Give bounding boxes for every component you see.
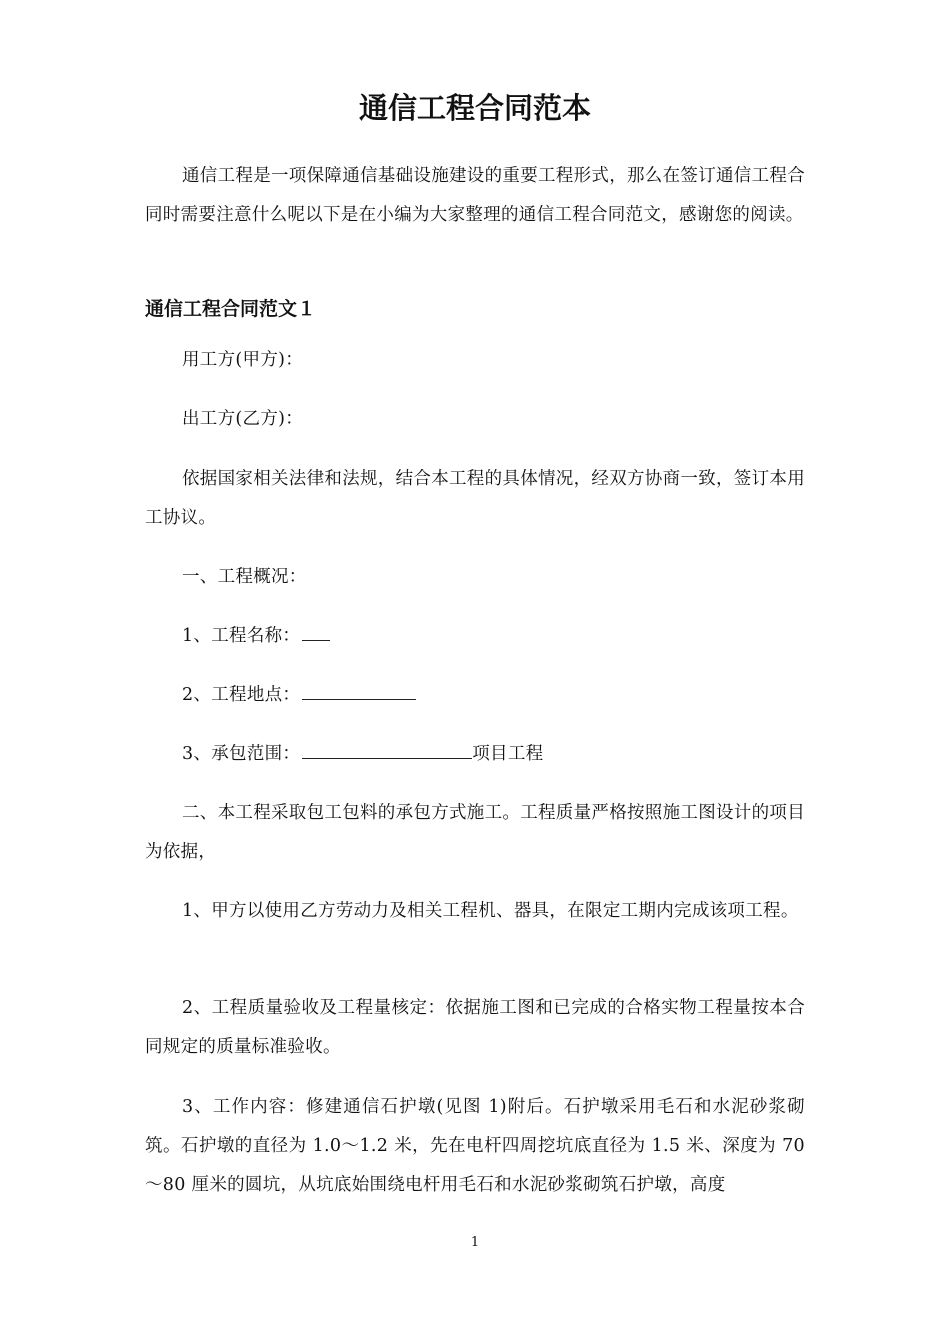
clause-2-1-paragraph: 1、甲方以使用乙方劳动力及相关工程机、器具，在限定工期内完成该项工程。	[182, 901, 799, 921]
contract-scope-label: 3、承包范围：	[182, 744, 301, 764]
preamble-paragraph: 依据国家相关法律和法规，结合本工程的具体情况，经双方协商一致，签订本用工协议。	[145, 469, 805, 528]
section-heading: 通信工程合同范文１	[145, 298, 317, 320]
page-number: 1	[470, 1235, 480, 1250]
project-name-blank	[302, 618, 330, 641]
clause-2-3-paragraph: 3、工作内容：修建通信石护墩(见图 1)附后。石护墩采用毛石和水泥砂浆砌筑。石护墩的直径为 1.0～1.2 米，先在电杆四周挖坑底直径为 1.5 米、深度为 70～80 厘米的圆坑，从坑底始围绕电杆用毛石和水泥砂浆砌筑石护墩，高度	[145, 1097, 805, 1195]
document-title: 通信工程合同范本	[358, 91, 591, 125]
clause-2-paragraph: 二、本工程采取包工包料的承包方式施工。工程质量严格按照施工图设计的项目为依据，	[145, 803, 805, 862]
intro-paragraph: 通信工程是一项保障通信基础设施建设的重要工程形式，那么在签订通信工程合同时需要注意什么呢以下是在小编为大家整理的通信工程合同范文，感谢您的阅读。	[145, 166, 805, 225]
clause-2-2-paragraph: 2、工程质量验收及工程量核定：依据施工图和已完成的合格实物工程量按本合同规定的质量标准验收。	[145, 998, 805, 1057]
contract-scope-line	[182, 735, 543, 774]
party-a-line: 用工方(甲方)：	[182, 350, 304, 370]
overview-heading: 一、工程概况：	[182, 567, 307, 587]
project-name-line	[182, 617, 330, 656]
party-b-line: 出工方(乙方)：	[182, 409, 304, 429]
project-location-blank	[302, 677, 416, 700]
project-location-label: 2、工程地点：	[182, 685, 301, 705]
project-location-line	[182, 676, 416, 715]
project-name-label: 1、工程名称：	[182, 626, 301, 646]
contract-scope-blank	[302, 736, 472, 759]
contract-scope-suffix: 项目工程	[472, 744, 544, 764]
